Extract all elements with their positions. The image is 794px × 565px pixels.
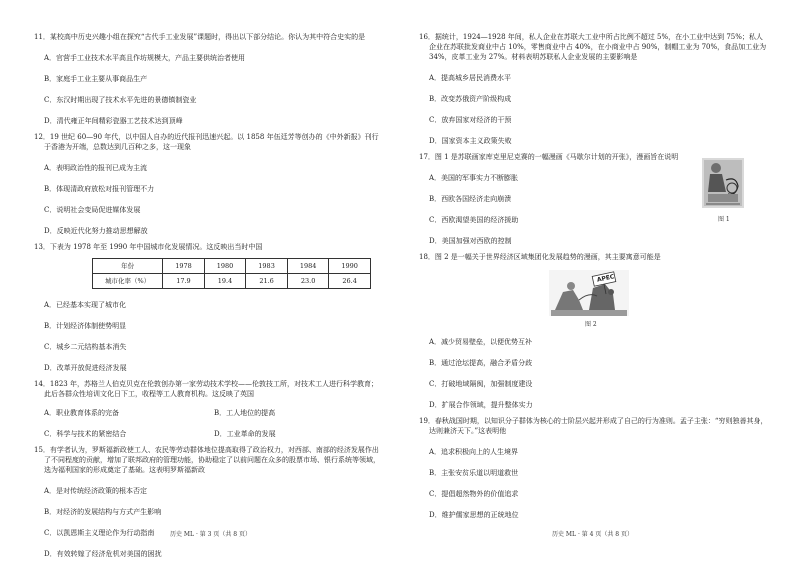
question-stem: 13．下表为 1978 年至 1990 年中国城市化发展情况。这反映出当时中国 xyxy=(34,243,263,251)
table-cell: 21.6 xyxy=(246,274,288,289)
question-stem: 11．某校高中历史兴趣小组在探究“古代手工业发展”课题时，得出以下部分结论。你认为其中符合史实的是 xyxy=(34,33,366,41)
option-a: A．追求积极向上的人生境界 xyxy=(429,448,519,456)
option-a: A．已经基本实现了城市化 xyxy=(44,301,127,309)
table-cell: 17.9 xyxy=(163,274,205,289)
option-c: C．以凯恩斯主义理论作为行动指南 xyxy=(44,529,155,537)
question-stem: 15．有学者认为，罗斯福新政使工人、农民等劳动群体地位提高取得了政治权力，对西部、南部的经济发展作出了不同程度的贡献，增加了联邦政府的管理功能，协助稳定了以前问题在众多的股票市场、银行系统等领域，选为福利国家的形成奠定了基础。这表明罗斯福新政 xyxy=(34,446,380,474)
table-cell: 23.0 xyxy=(287,274,329,289)
table-header-label: 年份 xyxy=(93,259,163,274)
question-12 xyxy=(34,132,384,236)
option-d: D．清代雍正年间精彩瓷器工艺技术达到顶峰 xyxy=(44,117,183,125)
option-c: C．城乡二元结构基本消失 xyxy=(44,343,127,351)
option-d: D．扩展合作领域，提升整体实力 xyxy=(429,401,533,409)
option-c: C．西欧渴望美国的经济援助 xyxy=(429,216,519,224)
option-c: C．放弃国家对经济的干预 xyxy=(429,116,512,124)
question-15 xyxy=(34,445,384,559)
option-a: A．美国的军事实力不断膨胀 xyxy=(429,174,519,182)
option-d: D．工业革命的发展 xyxy=(214,430,276,438)
option-c: C．科学与技术的紧密结合 xyxy=(44,430,127,438)
option-d: D．反映近代化努力推动思想解放 xyxy=(44,227,148,235)
option-b: B．体现清政府放松对报刊管理不力 xyxy=(44,185,155,193)
option-c: C．说明社会变局促进媒体发展 xyxy=(44,206,141,214)
option-a: A．表明政治性的报刊已成为主流 xyxy=(44,164,148,172)
table-cell: 26.4 xyxy=(329,274,371,289)
question-17 xyxy=(419,152,709,246)
option-a: A．官营手工业技术水平高且作坊规模大，产品主要供统治者使用 xyxy=(44,54,246,62)
urbanization-table xyxy=(92,258,371,289)
table-cell: 1980 xyxy=(204,259,246,274)
table-cell: 1990 xyxy=(329,259,371,274)
question-14 xyxy=(34,379,384,439)
table-row xyxy=(93,274,371,289)
question-11 xyxy=(34,32,384,126)
page-right-column xyxy=(419,32,769,526)
question-19 xyxy=(419,416,769,520)
option-c: C．东汉时期出现了技术水平先进的景德镇制瓷业 xyxy=(44,96,197,104)
marshall-plan-cartoon-image xyxy=(702,158,744,208)
option-a: A．减少贸易壁垒，以便优势互补 xyxy=(429,338,533,346)
table-row-label: 城市化率（%） xyxy=(93,274,163,289)
option-b: B．改变苏俄资产阶级构成 xyxy=(429,95,512,103)
cartoon-figure-2 xyxy=(549,270,629,328)
option-b: B．工人地位的提高 xyxy=(214,409,276,417)
option-a: A．职业教育体系的完备 xyxy=(44,409,120,417)
apec-cartoon-image xyxy=(549,270,629,316)
question-stem: 12．19 世纪 60—90 年代，以中国人自办的近代报刊迅速兴起。以 1858 年伍廷芳等创办的《中外新报》刊行于香港为开端，总数达到几百种之多，这一现象 xyxy=(34,133,379,151)
option-b: B．对经济的发展结构与方式产生影响 xyxy=(44,508,162,516)
table-row xyxy=(93,259,371,274)
option-b: B．通过沧坛提高，融合矛盾分歧 xyxy=(429,359,533,367)
option-d: D．美国加强对西欧的控制 xyxy=(429,237,512,245)
option-d: D．有效转嫁了经济危机对美国的困扰 xyxy=(44,550,162,558)
option-b: B．西欧各国经济走向崩溃 xyxy=(429,195,512,203)
option-c: C．打破地域隔阂，加强制度建设 xyxy=(429,380,533,388)
question-stem: 16．据统计，1924—1928 年间，私人企业在苏联大工业中所占比例不超过 5%，在小工业中达到 75%；私人企业在苏联批发商业中占 10%，零售商业中占 40%，在小商业中占 90%，制帽工业为 70%，食品加工业为 34%，皮革工业为 27%。材料表明苏联私人企业发展的主要影响是 xyxy=(419,33,767,61)
option-d: D．改革开放促进经济发展 xyxy=(44,364,127,372)
question-stem: 19．春秋战国时期，以知识分子群体为核心的士阶层兴起并形成了自己的行为准则。孟子主张：“穷则独善其身，达则兼济天下。”这表明他 xyxy=(419,417,768,435)
question-18 xyxy=(419,252,769,410)
question-16 xyxy=(419,32,769,146)
figure-1-caption: 图 1 xyxy=(718,216,730,223)
option-c: C．提倡超然物外的价值追求 xyxy=(429,490,519,498)
option-b: B．计划经济体制使势明显 xyxy=(44,322,127,330)
options-grid xyxy=(34,408,384,439)
option-a: A．提高城乡居民消费水平 xyxy=(429,74,512,82)
question-stem: 14．1823 年，苏格兰人伯克贝克在伦敦创办第一家劳动技术学校——伦敦技工所，对技术工人进行科学教育；此后各群众性培训文化日下工，收程等工人教育机构。这反映了英国 xyxy=(34,380,378,398)
option-d: D．国家资本主义政策失败 xyxy=(429,137,512,145)
apec-sign: APEC xyxy=(596,273,615,284)
page-footer-left: 历史 ML · 第 3 页（共 8 页） xyxy=(170,531,252,538)
page-footer-right: 历史 ML · 第 4 页（共 8 页） xyxy=(552,531,634,538)
question-stem: 18．图 2 是一幅关于世界经济区域集团化发展趋势的漫画，其主要寓意可能是 xyxy=(419,253,661,261)
question-13 xyxy=(34,242,384,373)
question-stem: 17．图 1 是苏联画家库克里尼克赛的一幅漫画《马歇尔计划的开张》，漫画旨在说明 xyxy=(419,153,679,161)
options-row xyxy=(34,429,384,439)
table-cell: 19.4 xyxy=(204,274,246,289)
option-b: B．家庭手工业主要从事商品生产 xyxy=(44,75,148,83)
table-cell: 1984 xyxy=(287,259,329,274)
option-b: B．主张安贫乐道以明道救世 xyxy=(429,469,519,477)
figure-2-caption: 图 2 xyxy=(585,321,597,328)
option-d: D．维护儒家思想的正统地位 xyxy=(429,511,519,519)
options-row xyxy=(34,408,384,418)
table-cell: 1978 xyxy=(163,259,205,274)
cartoon-figure-1 xyxy=(702,158,744,208)
page-left-column xyxy=(34,32,384,565)
option-a: A．是对传统经济政策的根本否定 xyxy=(44,487,148,495)
table-cell: 1983 xyxy=(246,259,288,274)
